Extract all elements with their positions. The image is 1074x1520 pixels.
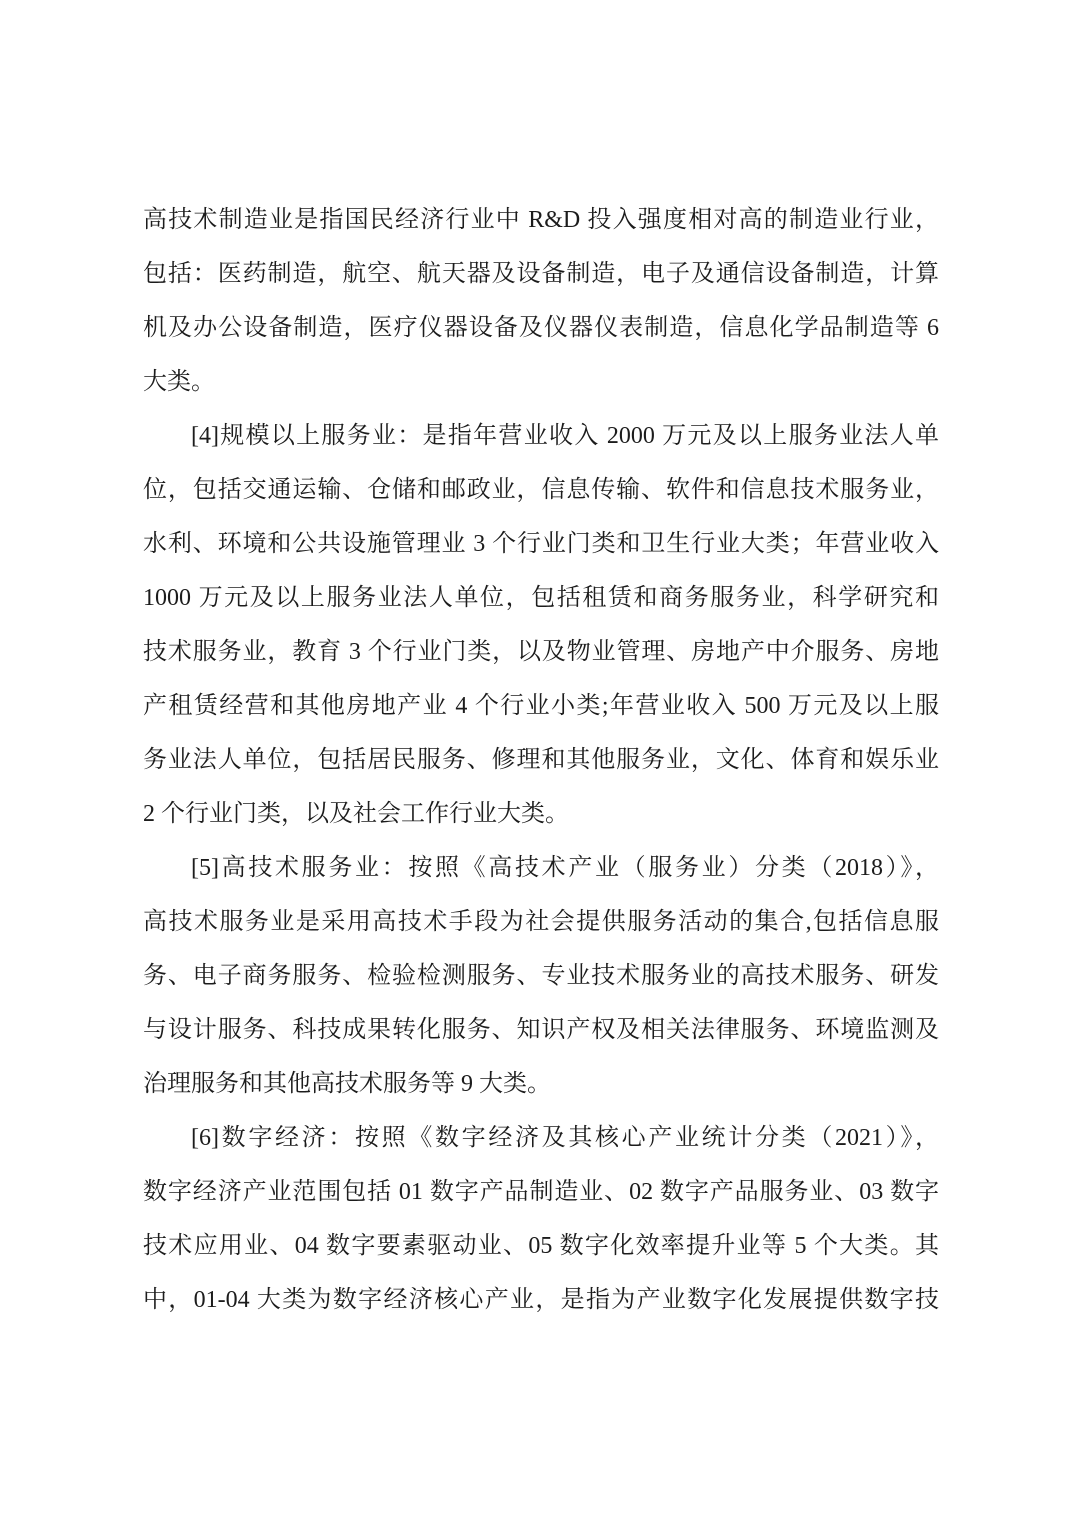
text-line: 1000 万元及以上服务业法人单位，包括租赁和商务服务业，科学研究和: [143, 585, 939, 611]
text-line: [6]数字经济：按照《数字经济及其核心产业统计分类（2021）》，: [191, 1125, 939, 1151]
text-line: 位，包括交通运输、仓储和邮政业，信息传输、软件和信息技术服务业，: [143, 477, 939, 503]
text-line: 与设计服务、科技成果转化服务、知识产权及相关法律服务、环境监测及: [143, 1017, 939, 1043]
text-line: 治理服务和其他高技术服务等 9 大类。: [143, 1071, 551, 1097]
paragraph-footnote-6-digital-economy: [143, 1111, 939, 1327]
text-line: [5]高技术服务业：按照《高技术产业（服务业）分类（2018）》，: [191, 855, 939, 881]
text-line: 技术服务业，教育 3 个行业门类，以及物业管理、房地产中介服务、房地: [143, 639, 939, 665]
text-line: 务业法人单位，包括居民服务、修理和其他服务业，文化、体育和娱乐业: [143, 747, 939, 773]
text-line: 数字经济产业范围包括 01 数字产品制造业、02 数字产品服务业、03 数字: [143, 1179, 939, 1205]
document-body: [143, 193, 939, 1327]
paragraph-footnote-5-high-tech-services: [143, 841, 939, 1111]
paragraph-high-tech-manufacturing: [143, 193, 939, 409]
text-line: 包括：医药制造，航空、航天器及设备制造，电子及通信设备制造，计算: [143, 261, 939, 287]
text-line: 水利、环境和公共设施管理业 3 个行业门类和卫生行业大类；年营业收入: [143, 531, 939, 557]
text-line: 技术应用业、04 数字要素驱动业、05 数字化效率提升业等 5 个大类。其: [143, 1233, 939, 1259]
text-line: 大类。: [143, 369, 215, 395]
text-line: 中，01-04 大类为数字经济核心产业，是指为产业数字化发展提供数字技: [143, 1287, 939, 1313]
text-line: 2 个行业门类，以及社会工作行业大类。: [143, 801, 569, 827]
text-line: [4]规模以上服务业：是指年营业收入 2000 万元及以上服务业法人单: [191, 423, 939, 449]
paragraph-footnote-4-services-above-size: [143, 409, 939, 841]
text-line: 机及办公设备制造，医疗仪器设备及仪器仪表制造，信息化学品制造等 6: [143, 315, 939, 341]
text-line: 高技术制造业是指国民经济行业中 R&D 投入强度相对高的制造业行业，: [143, 207, 939, 233]
text-line: 产租赁经营和其他房地产业 4 个行业小类;年营业收入 500 万元及以上服: [143, 693, 939, 719]
text-line: 高技术服务业是采用高技术手段为社会提供服务活动的集合,包括信息服: [143, 909, 939, 935]
text-line: 务、电子商务服务、检验检测服务、专业技术服务业的高技术服务、研发: [143, 963, 939, 989]
